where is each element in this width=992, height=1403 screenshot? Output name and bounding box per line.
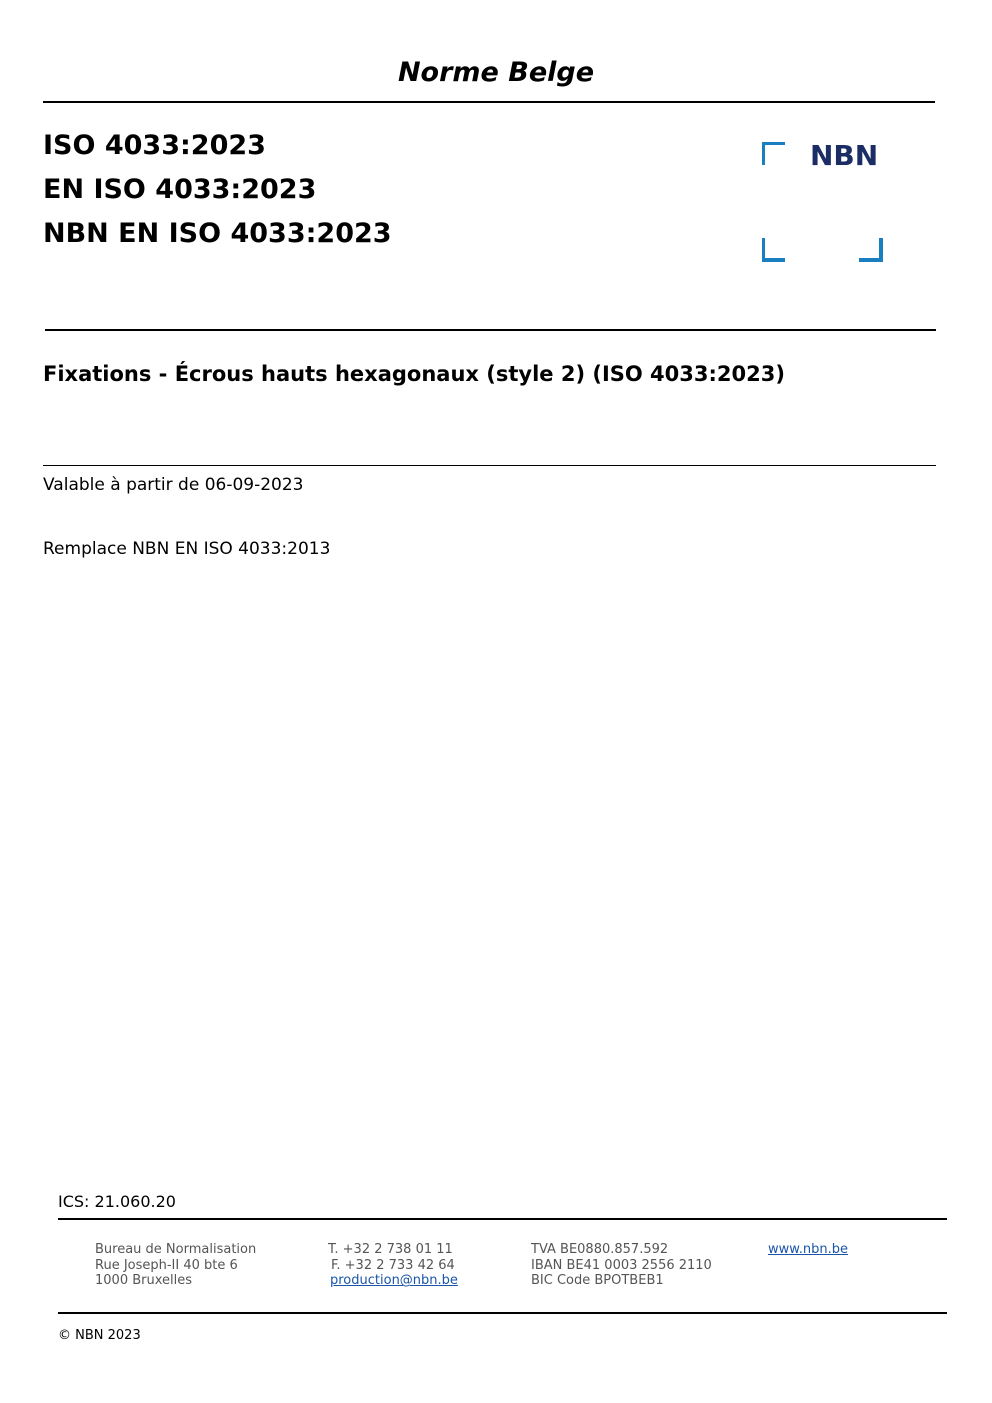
header-title: Norme Belge [397, 57, 595, 88]
replaces-standard: Remplace NBN EN ISO 4033:2013 [43, 539, 331, 559]
iban-number: IBAN BE41 0003 2556 2110 [531, 1257, 712, 1273]
email-link[interactable]: production@nbn.be [330, 1273, 458, 1289]
logo-text: NBN [810, 139, 879, 172]
footer-contact [328, 1242, 458, 1289]
nbn-logo [762, 139, 886, 264]
website-link[interactable]: www.nbn.be [768, 1242, 848, 1257]
section-divider-middle [43, 465, 936, 466]
header-divider [43, 101, 935, 103]
fax-number: F. +32 2 733 42 64 [331, 1257, 455, 1273]
vat-number: TVA BE0880.857.592 [531, 1242, 669, 1257]
standard-code-en: EN ISO 4033:2023 [43, 174, 317, 205]
footer-divider-top [58, 1218, 947, 1220]
address-line: 1000 Bruxelles [95, 1273, 193, 1289]
ics-code: ICS: 21.060.20 [58, 1192, 176, 1211]
footer-web [768, 1242, 848, 1258]
address-line: Rue Joseph-II 40 bte 6 [95, 1257, 238, 1273]
address-line: Bureau de Normalisation [95, 1242, 257, 1257]
phone-number: T. +32 2 738 01 11 [328, 1242, 453, 1257]
document-title: Fixations - Écrous hauts hexagonaux (style 2) (ISO 4033:2023) [43, 362, 785, 386]
footer-divider-bottom [58, 1312, 947, 1314]
section-divider-top [45, 329, 936, 331]
standard-code-nbn: NBN EN ISO 4033:2023 [43, 218, 392, 249]
footer-address [95, 1242, 256, 1289]
copyright: © NBN 2023 [58, 1328, 141, 1343]
valid-from: Valable à partir de 06-09-2023 [43, 475, 304, 495]
footer-banking [531, 1242, 712, 1289]
bic-code: BIC Code BPOTBEB1 [531, 1273, 664, 1289]
standard-code-iso: ISO 4033:2023 [43, 130, 266, 161]
